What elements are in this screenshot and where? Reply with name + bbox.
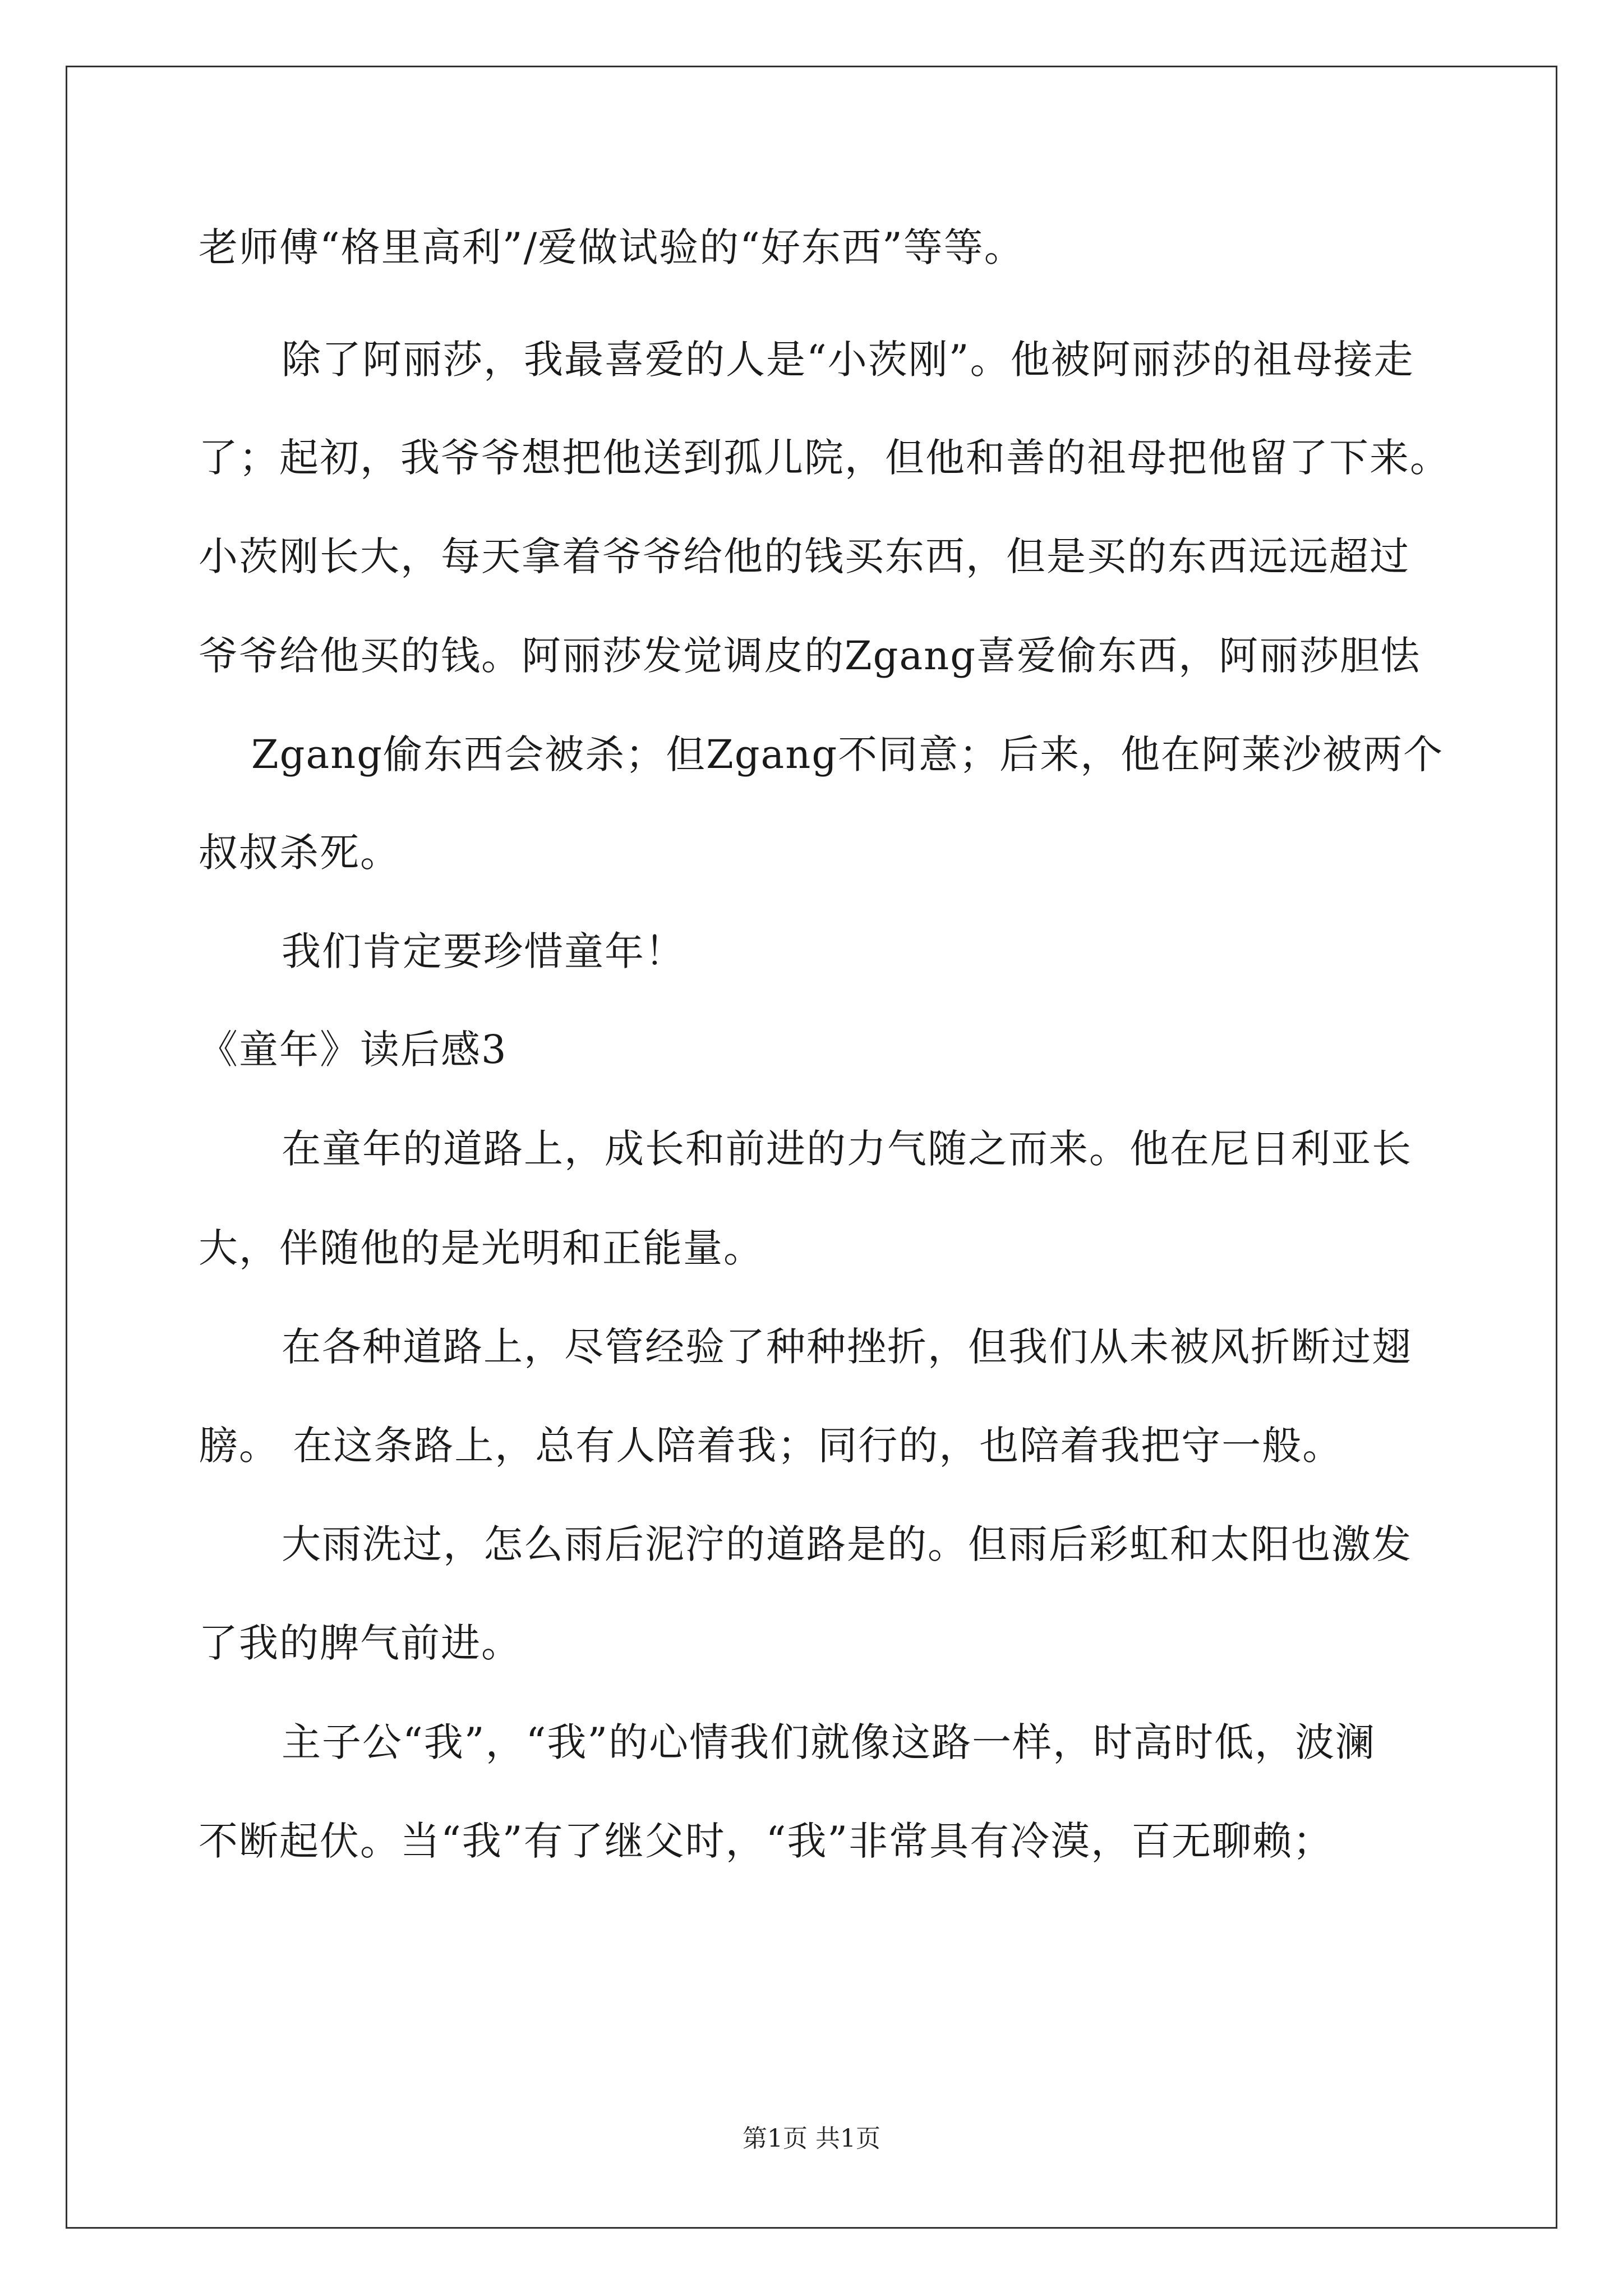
paragraph-line: 爷爷给他买的钱。阿丽莎发觉调皮的Zgang喜爱偷东西，阿丽莎胆怯 xyxy=(199,633,1421,679)
paragraph-line: 了；起初，我爷爷想把他送到孤儿院，但他和善的祖母把他留了下来。 xyxy=(199,435,1450,481)
paragraph-line: 大雨洗过，怎么雨后泥泞的道路是的。但雨后彩虹和太阳也激发 xyxy=(282,1521,1412,1567)
paragraph-line: 了我的脾气前进。 xyxy=(199,1620,522,1666)
paragraph-line: 在童年的道路上，成长和前进的力气随之而来。他在尼日利亚长 xyxy=(282,1126,1412,1172)
paragraph-line: 大，伴随他的是光明和正能量。 xyxy=(199,1225,764,1271)
paragraph-line: 除了阿丽莎，我最喜爱的人是“小茨刚”。他被阿丽莎的祖母接走 xyxy=(282,337,1414,383)
paragraph-line: 我们肯定要珍惜童年！ xyxy=(282,928,685,974)
paragraph-line: 在各种道路上，尽管经验了种种挫折，但我们从未被风折断过翅 xyxy=(282,1324,1412,1370)
paragraph-line: 叔叔杀死。 xyxy=(199,830,400,876)
paragraph-line: 主子公“我”，“我”的心情我们就像这路一样，时高时低，波澜 xyxy=(282,1719,1376,1765)
paragraph-line: 老师傅“格里高利”/爱做试验的“好东西”等等。 xyxy=(199,224,1025,270)
paragraph-line: 小茨刚长大，每天拿着爷爷给他的钱买东西，但是买的东西远远超过 xyxy=(199,533,1410,579)
paragraph-line: 膀。 在这条路上，总有人陪着我；同行的，也陪着我把守一般。 xyxy=(199,1423,1343,1469)
paragraph-line: 不断起伏。当“我”有了继父时，“我”非常具有冷漠，百无聊赖； xyxy=(199,1818,1334,1864)
paragraph-line: Zgang偷东西会被杀；但Zgang不同意；后来，他在阿莱沙被两个 xyxy=(251,731,1444,777)
page-footer: 第1页 共1页 xyxy=(743,2124,880,2153)
section-heading: 《童年》读后感3 xyxy=(199,1027,508,1073)
